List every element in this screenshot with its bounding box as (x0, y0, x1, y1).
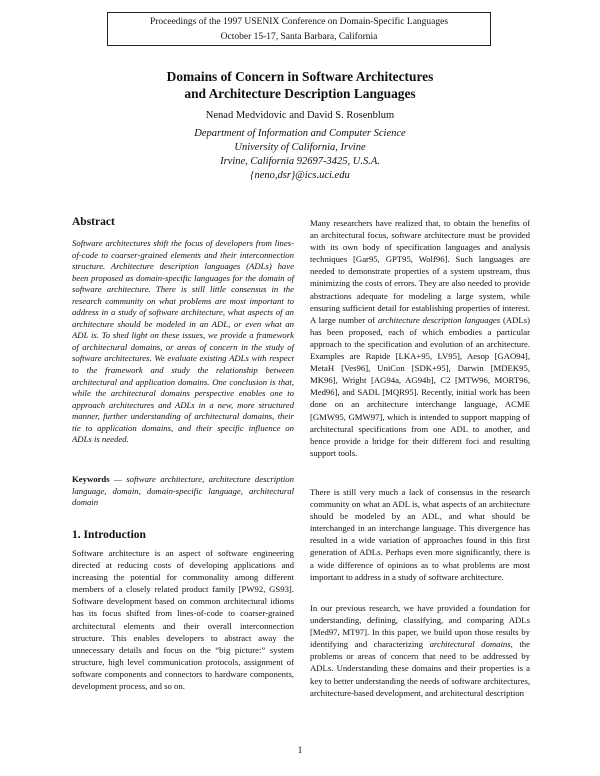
right-paragraph-1-part-b: (ADLs) has been proposed, each of which embodies a particular approach to the specification and evolution of an architecture. Examples are Rapide [LKA+95, LV95], Aesop [GAO94], MetaH [Ves96], UniCon [SDK+95], Darwin [MDEK95, MK96], Wright [AG94a, AG94b], C2 [MTW96, MORT96, Med96], and SADL [MQR95]. Recently, initial work has been done on an architecture interchange language, ACME [GMW95, GMW97], which is intended to support mapping of architectural specifications from one ADL to another, and hence provide a bridge for their different foci and resulting support tools. (310, 314, 530, 458)
right-paragraph-1 (310, 217, 530, 459)
affiliation-email: {neno,dsr}@ics.uci.edu (250, 170, 350, 181)
affiliation-university: University of California, Irvine (234, 142, 366, 153)
introduction-heading: 1. Introduction (72, 529, 146, 541)
right-paragraph-3-part-b: , the problems or areas of concern that need to be addressed by ADLs. Understanding these domains and their properties is a key to better understanding the needs of software architectures, architecture-based development, and architectural description (310, 639, 530, 698)
right-paragraph-3-emphasis: architectural domains (429, 639, 511, 650)
keywords-label: Keywords (72, 474, 110, 484)
right-paragraph-3-part-a: In our previous research, we have provided a foundation for understanding, defining, classifying, and comparing ADLs [Med97, MT97]. In this paper, we build upon those results by identifying and characterizing (310, 603, 530, 650)
keywords-text: — software architecture, architecture description language, domain, domain-specific language, architectural domain (72, 474, 294, 508)
abstract-text: Software architectures shift the focus of developers from lines-of-code to coarser-grained elements and their interconnection structure. Architecture description languages (ADLs) have been proposed as domain-specific languages for the domain of software architecture. There is still little consensus in the research community on what problems are most important to address in a study of software architecture, what aspects of an architecture should be modeled in an ADL, or even what an ADL is. To shed light on these issues, we provide a framework of architectural domains, or areas of concern in the study of software architectures. We evaluate existing ADLs with respect to the framework and study the relationship between architectural and application domains. One conclusion is that, while the architectural domains perspective enables one to approach architectures and ADLs in a new, more structured manner, further understanding of architectural domains, their tie to application domains, and their specific influence on ADLs is needed. (72, 238, 294, 445)
title-line-2: and Architecture Description Languages (184, 86, 416, 101)
proceedings-header (107, 12, 491, 46)
keywords (72, 474, 294, 509)
proceedings-line-2: October 15-17, Santa Barbara, California (220, 32, 378, 42)
authors: Nenad Medvidovic and David S. Rosenblum (205, 110, 395, 121)
paper-title (60, 68, 540, 102)
affiliation-address: Irvine, California 92697-3425, U.S.A. (220, 156, 380, 167)
abstract-heading: Abstract (72, 216, 115, 228)
title-line-1: Domains of Concern in Software Architectures (166, 69, 434, 84)
right-paragraph-1-emphasis: architecture description languages (377, 314, 501, 325)
affiliation (60, 127, 540, 183)
right-paragraph-1-part-a: Many researchers have realized that, to obtain the benefits of an architectural focus, software architecture must be provided with its own body of specification languages and analysis techniques [Gar95, GPT95, Wolf96]. Such languages are needed to demonstrate properties of a system upstream, thus minimizing the costs of errors. They are also needed to provide abstractions adequate for modeling a large system, while ensuring sufficient detail for establishing properties of interest. A large number of (310, 218, 530, 325)
affiliation-department: Department of Information and Computer Science (194, 128, 406, 139)
page-number: 1 (297, 746, 303, 756)
right-paragraph-2: There is still very much a lack of consensus in the research community on what an ADL is, what aspects of an architecture should be modeled by an ADL, and what should be interchanged in an interchange language. This divergence has resulted in a wide variation of approaches found in this first generation of ADLs. Perhaps even more significantly, there is a wide difference of opinions as to what problems are most important to address in a study of software architecture. (310, 487, 530, 582)
proceedings-line-1: Proceedings of the 1997 USENIX Conference on Domain-Specific Languages (149, 17, 449, 27)
introduction-text: Software architecture is an aspect of software engineering directed at reducing costs of developing applications and increasing the potential for commonality among different members of a closely related product family [PW92, GS93]. Software development based on common architectural idioms has its focus shifted from lines-of-code to coarser-grained architectural elements and their overall interconnection structure. This enables developers to abstract away the unnecessary details and focus on the “big picture:” system structure, high level communication protocols, assignment of software components and connectors to hardware components, development process, and so on. (72, 548, 294, 692)
right-paragraph-3 (310, 602, 530, 699)
